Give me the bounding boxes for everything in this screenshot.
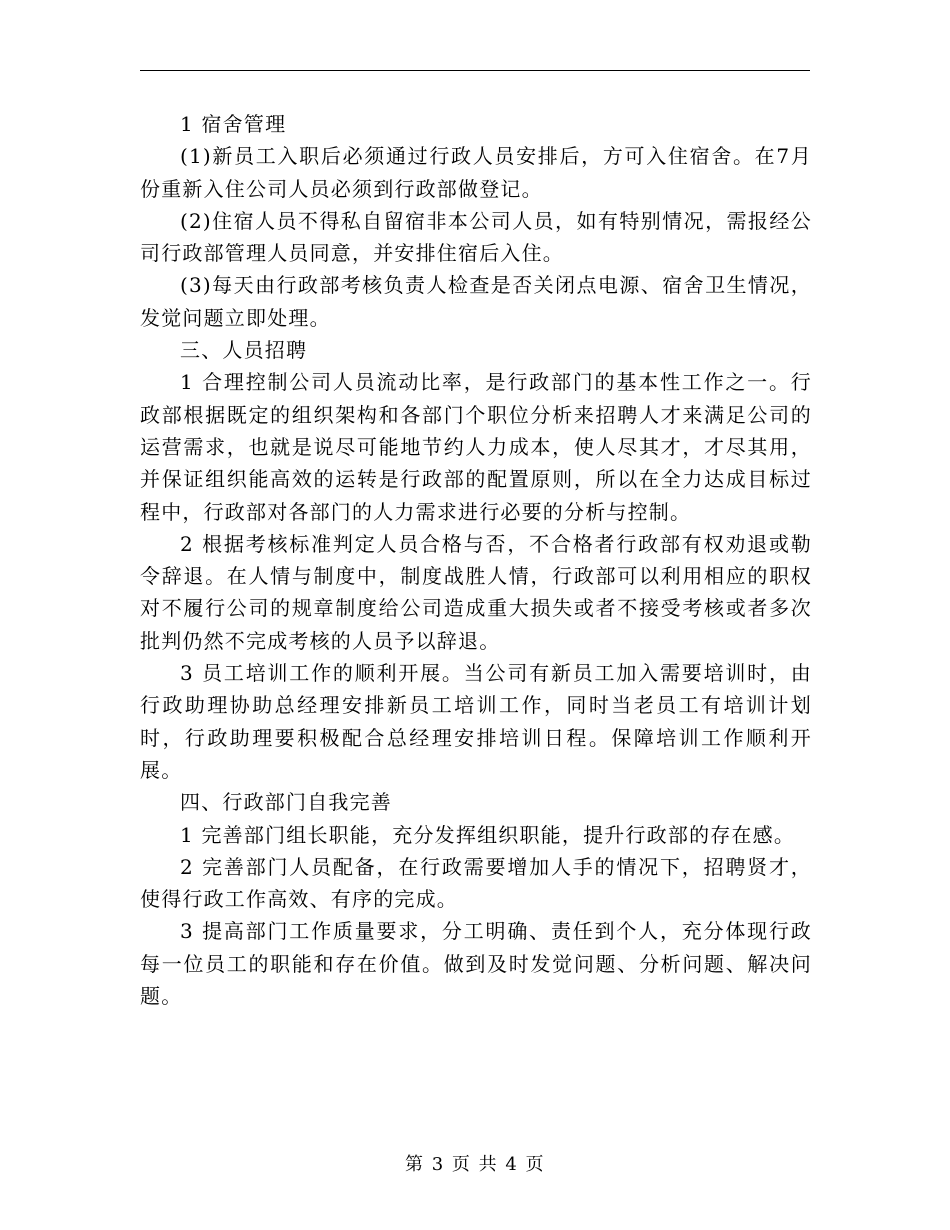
paragraph-dorm-1: (1)新员工入职后必须通过行政人员安排后，方可入住宿舍。在7月份重新入住公司人员必须到行政部做登记。 <box>140 144 812 201</box>
paragraph-recruit-2: 2 根据考核标准判定人员合格与否，不合格者行政部有权劝退或勒令辞退。在人情与制度中，制度战胜人情，行政部可以利用相应的职权对不履行公司的规章制度给公司造成重大损失或者不接受考核或者多次批判仍然不完成考核的人员予以辞退。 <box>140 531 812 653</box>
page-number-footer: 第 3 页 共 4 页 <box>404 1154 545 1175</box>
paragraph-improve-1: 1 完善部门组长职能，充分发挥组织职能，提升行政部的存在感。 <box>180 822 796 847</box>
section-heading-dormitory: 1 宿舍管理 <box>180 112 287 136</box>
document-body <box>140 108 812 1012</box>
paragraph-improve-2: 2 完善部门人员配备，在行政需要增加人手的情况下，招聘贤才，使得行政工作高效、有序的完成。 <box>140 854 812 912</box>
paragraph-recruit-3: 3 员工培训工作的顺利开展。当公司有新员工加入需要培训时，由行政助理协助总经理安排新员工培训工作，同时当老员工有培训计划时，行政助理要积极配合总经理安排培训日程。保障培训工作顺利开展。 <box>140 661 812 782</box>
section-heading-self-improvement: 四、行政部门自我完善 <box>180 790 392 815</box>
paragraph-recruit-1: 1 合理控制公司人员流动比率，是行政部门的基本性工作之一。行政部根据既定的组织架构和各部门个职位分析来招聘人才来满足公司的运营需求，也就是说尽可能地节约人力成本，使人尽其才，才尽其用，并保证组织能高效的运转是行政部的配置原则，所以在全力达成目标过程中，行政部对各部门的人力需求进行必要的分析与控制。 <box>140 370 812 524</box>
paragraph-dorm-2: (2)住宿人员不得私自留宿非本公司人员，如有特别情况，需报经公司行政部管理人员同意，并安排住宿后入住。 <box>140 208 812 266</box>
paragraph-improve-3: 3 提高部门工作质量要求，分工明确、责任到个人，充分体现行政每一位员工的职能和存在价值。做到及时发觉问题、分析问题、解决问题。 <box>140 919 812 1009</box>
paragraph-dorm-3: (3)每天由行政部考核负责人检查是否关闭点电源、宿舍卫生情况，发觉问题立即处理。 <box>140 273 812 330</box>
section-heading-recruitment: 三、人员招聘 <box>180 338 308 363</box>
header-rule <box>140 70 810 71</box>
